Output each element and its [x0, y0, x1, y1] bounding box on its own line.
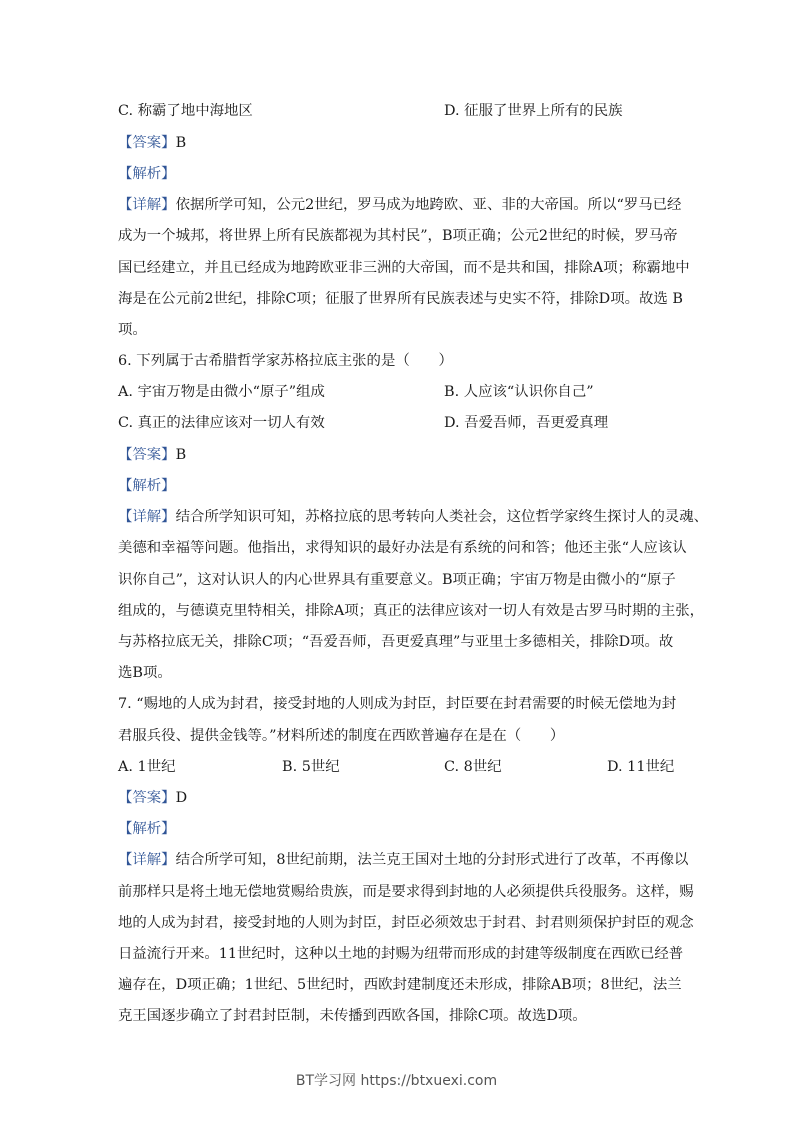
- q7-option-b: B. 5世纪: [282, 759, 340, 775]
- q6-detail-line: [118, 507, 708, 527]
- q6-detail-line: 选B项。: [118, 665, 172, 681]
- answer-value: B: [175, 135, 187, 151]
- q5-answer: [118, 133, 186, 153]
- answer-value: D: [175, 790, 188, 806]
- detail-tag: 【详解】: [118, 509, 176, 525]
- detail-text: 结合所学可知，8世纪前期，法兰克王国对土地的分封形式进行了改革，不再像以: [175, 852, 689, 868]
- q7-answer: [118, 788, 187, 808]
- q5-detail-line: 项。: [118, 322, 147, 338]
- q7-analysis-tag: 【解析】: [118, 821, 176, 837]
- q6-option-c: C. 真正的法律应该对一切人有效: [118, 415, 325, 431]
- answer-tag: 【答案】: [118, 790, 176, 806]
- q6-analysis-tag: 【解析】: [118, 478, 176, 494]
- q7-detail-line: [118, 850, 688, 870]
- site-footer: BT学习网 https://btxuexi.com: [295, 1073, 498, 1089]
- q7-option-d: D. 11世纪: [607, 759, 675, 775]
- q7-detail-line: 前那样只是将土地无偿地赏赐给贵族，而是要求得到封地的人必须提供兵役服务。这样，赐: [118, 884, 694, 900]
- answer-tag: 【答案】: [118, 447, 176, 463]
- q5-detail-line: 成为一个城邦，将世界上所有民族都视为其村民”，B项正确；公元2世纪的时候，罗马帝: [118, 228, 678, 244]
- q7-stem-line: 君服兵役、提供金钱等。”材料所述的制度在西欧普遍存在是在（ ）: [118, 728, 565, 744]
- detail-text: 结合所学知识可知，苏格拉底的思考转向人类社会，这位哲学家终生探讨人的灵魂、: [175, 509, 709, 525]
- detail-text: 依据所学可知，公元2世纪，罗马成为地跨欧、亚、非的大帝国。所以“罗马已经: [175, 197, 682, 213]
- q6-detail-line: 组成的，与德谟克里特相关，排除A项；真正的法律应该对一切人有效是古罗马时期的主张，: [118, 603, 705, 619]
- q6-option-a: A. 宇宙万物是由微小“原子”组成: [118, 384, 325, 400]
- answer-value: B: [175, 447, 187, 463]
- q6-option-d: D. 吾爱吾师，吾更爱真理: [444, 415, 609, 431]
- answer-tag: 【答案】: [118, 135, 176, 151]
- q5-detail-line: 海是在公元前2世纪，排除C项；征服了世界所有民族表述与史实不符，排除D项。故选 B: [118, 291, 683, 307]
- q5-detail-line: 国已经建立，并且已经成为地跨欧亚非三洲的大帝国，而不是共和国，排除A项；称霸地中: [118, 260, 690, 276]
- q6-detail-line: 美德和幸福等问题。他指出，求得知识的最好办法是有系统的问和答；他还主张“人应该认: [118, 540, 687, 556]
- q6-answer: [118, 445, 186, 465]
- q7-option-a: A. 1世纪: [118, 759, 176, 775]
- q7-detail-line: 克王国逐步确立了封君封臣制，未传播到西欧各国，排除C项。故选D项。: [118, 1008, 587, 1024]
- q5-option-d: D. 征服了世界上所有的民族: [444, 103, 623, 119]
- q5-option-c: C. 称霸了地中海地区: [118, 103, 253, 119]
- q6-stem: 6. 下列属于古希腊哲学家苏格拉底主张的是（ ）: [118, 353, 453, 369]
- q7-detail-line: 日益流行开来。11世纪时，这种以土地的封赐为纽带而形成的封建等级制度在西欧已经普: [118, 946, 684, 962]
- q5-detail-line: [118, 195, 681, 215]
- q7-option-c: C. 8世纪: [444, 759, 502, 775]
- q7-stem-line: 7. “赐地的人成为封君，接受封地的人则成为封臣，封臣要在封君需要的时候无偿地为封: [118, 696, 677, 712]
- q7-detail-line: 地的人成为封君，接受封地的人则为封臣，封臣必须效忠于封君、封君则须保护封臣的观念: [118, 915, 694, 931]
- q5-analysis-tag: 【解析】: [118, 166, 176, 182]
- q6-option-b: B. 人应该“认识你自己”: [444, 384, 594, 400]
- detail-tag: 【详解】: [118, 197, 176, 213]
- q7-detail-line: 遍存在，D项正确；1世纪、5世纪时，西欧封建制度还未形成，排除AB项；8世纪，法兰: [118, 977, 682, 993]
- q6-detail-line: 与苏格拉底无关，排除C项；“吾爱吾师，吾更爱真理”与亚里士多德相关，排除D项。故: [118, 634, 674, 650]
- detail-tag: 【详解】: [118, 852, 176, 868]
- q6-detail-line: 识你自己”，这对认识人的内心世界具有重要意义。B项正确；宇宙万物是由微小的“原子: [118, 572, 676, 588]
